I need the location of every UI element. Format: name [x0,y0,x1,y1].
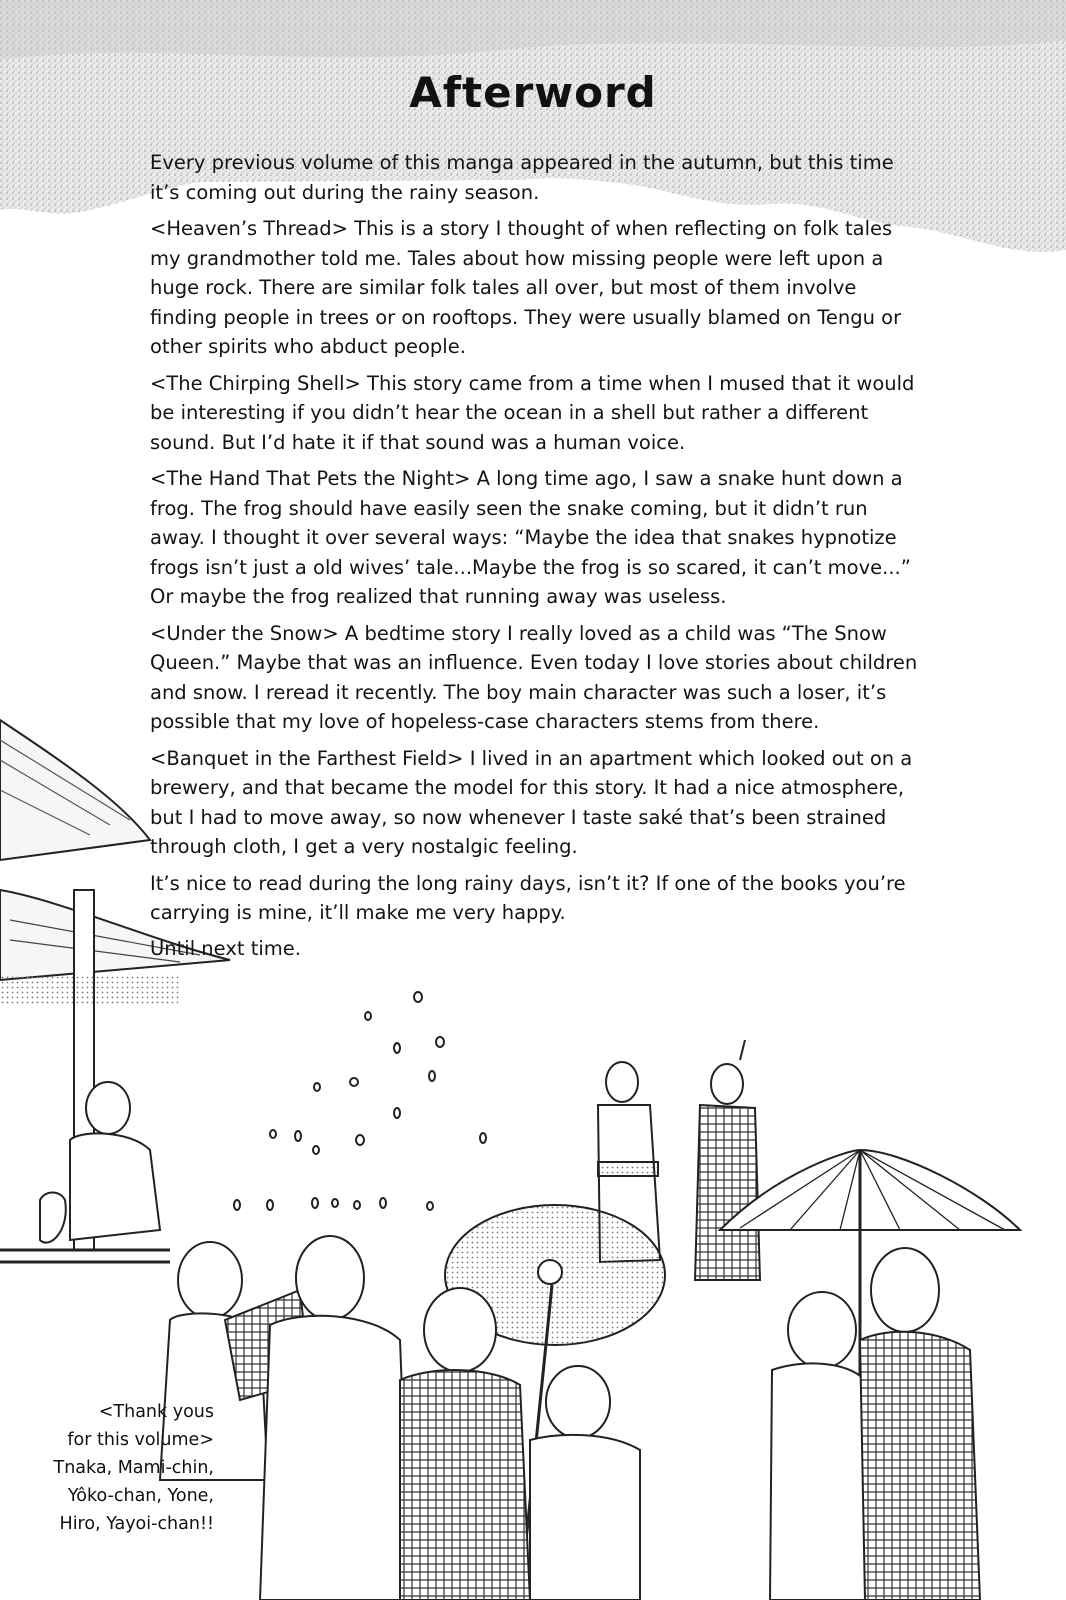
paragraph: Until next time. [150,936,301,960]
paragraph: Every previous volume of this manga appeared in the autumn, but this time it’s coming out during the rainy season. [150,151,894,204]
thanks-line: Yôko-chan, Yone, [67,1486,214,1506]
page-title: Afterword [409,68,657,117]
thanks-line: <Thank yous [98,1402,214,1422]
thanks-line: for this volume> [67,1430,214,1450]
paragraph: <The Chirping Shell> This story came from a time when I mused that it would be interesting if you didn’t hear the ocean in a shell but rather a different sound. But I’d hate it if that sound was a human voice. [150,371,915,454]
paragraph: <Under the Snow> A bedtime story I really loved as a child was “The Snow Queen.” Maybe that was an influence. Even today I love stories about children and snow. I reread it recently. The boy main character was such a loser, it’s possible that my love of hopeless-case characters stems from there. [150,621,918,733]
paragraph: <The Hand That Pets the Night> A long time ago, I saw a snake hunt down a frog. The frog should have easily seen the snake coming, but it didn’t run away. I thought it over several ways: “Maybe the idea that snakes hypnotize frogs isn’t just a old wives’ tale...Maybe the frog is so scared, it can’t move...” Or maybe the frog realized that running away was useless. [150,467,911,608]
paragraph: <Heaven’s Thread> This is a story I thought of when reflecting on folk tales my grandmother told me. Tales about how missing people were left upon a huge rock. There are similar folk tales all over, but most of them involve finding people in trees or on rooftops. They were usually blamed on Tengu or other spirits who abduct people. [150,217,902,358]
afterword-body [150,148,920,969]
thank-yous-note [14,1398,214,1538]
petals [234,992,486,1210]
paragraph: <Banquet in the Farthest Field> I lived in an apartment which looked out on a brewery, and that became the model for this story. It had a nice atmosphere, but I had to move away, so now whenever I taste saké that’s been strained through cloth, I get a very nostalgic feeling. [150,746,913,858]
thanks-line: Tnaka, Mami-chin, [53,1458,214,1478]
paragraph: It’s nice to read during the long rainy days, isn’t it? If one of the books you’re carrying is mine, it’ll make me very happy. [150,871,906,924]
sitting-man-figure [40,1082,160,1243]
thanks-line: Hiro, Yayoi-chan!! [59,1514,214,1534]
